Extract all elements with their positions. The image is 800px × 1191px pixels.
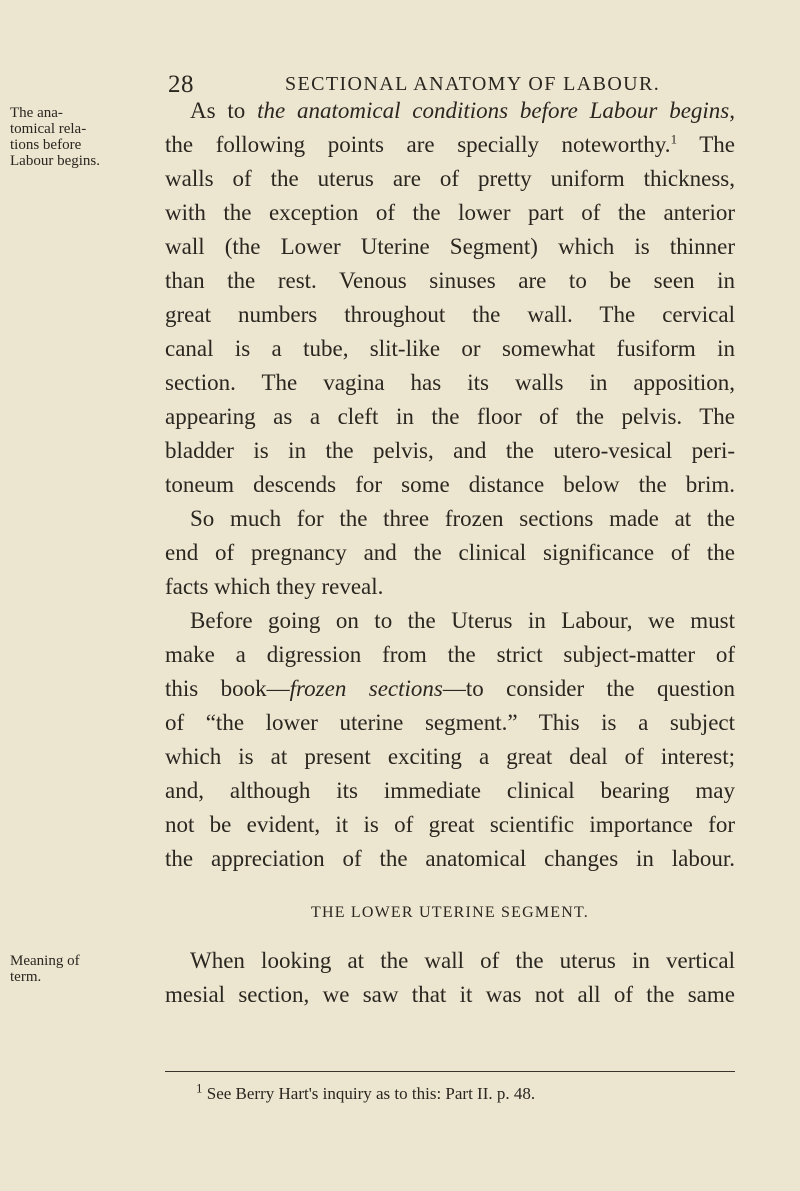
text-line (190, 94, 735, 128)
text-line: and, although its immediate clinical bearing may (165, 778, 735, 803)
text-line: walls of the uterus are of pretty uniform thickness, (165, 166, 735, 191)
text-line: section. The vagina has its walls in apposition, (165, 370, 735, 395)
text-line: end of pregnancy and the clinical significance of the (165, 540, 735, 565)
text-line: mesial section, we saw that it was not all of the same (165, 982, 735, 1007)
text-span: this book— (165, 676, 290, 701)
footnote-rule (165, 1071, 735, 1072)
sidenote-line: tions before (10, 137, 82, 153)
text-line: not be evident, it is of great scientific importance for (165, 812, 735, 837)
text-line: the appreciation of the anatomical changes in labour. (165, 846, 735, 871)
text-span: The (677, 132, 735, 157)
text-line: make a digression from the strict subject-matter of (165, 642, 735, 667)
text-line: facts which they reveal. (165, 574, 384, 599)
sidenote-line: term. (10, 969, 42, 985)
footnote-marker: 1 (196, 1080, 203, 1096)
text-span: the following points are specially noteworthy. (165, 132, 671, 157)
running-head: SECTIONAL ANATOMY OF LABOUR. (285, 73, 661, 95)
text-line: appearing as a cleft in the floor of the pelvis. The (165, 404, 735, 429)
italic-phrase: frozen sections (289, 676, 443, 701)
text-line (165, 128, 735, 162)
text-line: wall (the Lower Uterine Segment) which is thinner (165, 234, 735, 259)
page-number: 28 (168, 71, 194, 98)
text-line: toneum descends for some distance below the brim. (165, 472, 735, 497)
text-line: So much for the three frozen sections made at the (190, 506, 735, 531)
text-span: —to consider the question (442, 676, 735, 701)
text-line: with the exception of the lower part of the anterior (165, 200, 735, 225)
footnote-ref: 1 (670, 131, 678, 147)
text-span: As to (190, 98, 258, 123)
text-line: great numbers throughout the wall. The cervical (165, 302, 735, 327)
sidenote-meaning-of-term (10, 953, 130, 985)
section-heading: THE LOWER UTERINE SEGMENT. (311, 904, 589, 921)
text-line: which is at present exciting a great deal of interest; (165, 744, 735, 769)
text-line: bladder is in the pelvis, and the utero-vesical peri- (165, 438, 735, 463)
text-line: Before going on to the Uterus in Labour, we must (190, 608, 735, 633)
text-line: than the rest. Venous sinuses are to be seen in (165, 268, 735, 293)
sidenote-line: Meaning of (10, 953, 80, 969)
sidenote-line: The ana- (10, 105, 63, 121)
sidenote-anatomical-relations (10, 105, 130, 169)
text-line: When looking at the wall of the uterus in vertical (190, 948, 735, 973)
text-line: canal is a tube, slit-like or somewhat fusiform in (165, 336, 735, 361)
sidenote-line: tomical rela- (10, 121, 87, 137)
text-line: of “the lower uterine segment.” This is a subject (165, 710, 735, 735)
text-line (165, 672, 735, 706)
footnote (196, 1080, 536, 1104)
sidenote-line: Labour begins. (10, 153, 100, 169)
footnote-text: See Berry Hart's inquiry as to this: Part II. p. 48. (202, 1084, 536, 1103)
italic-phrase: the anatomical conditions before Labour begins, (257, 98, 735, 123)
